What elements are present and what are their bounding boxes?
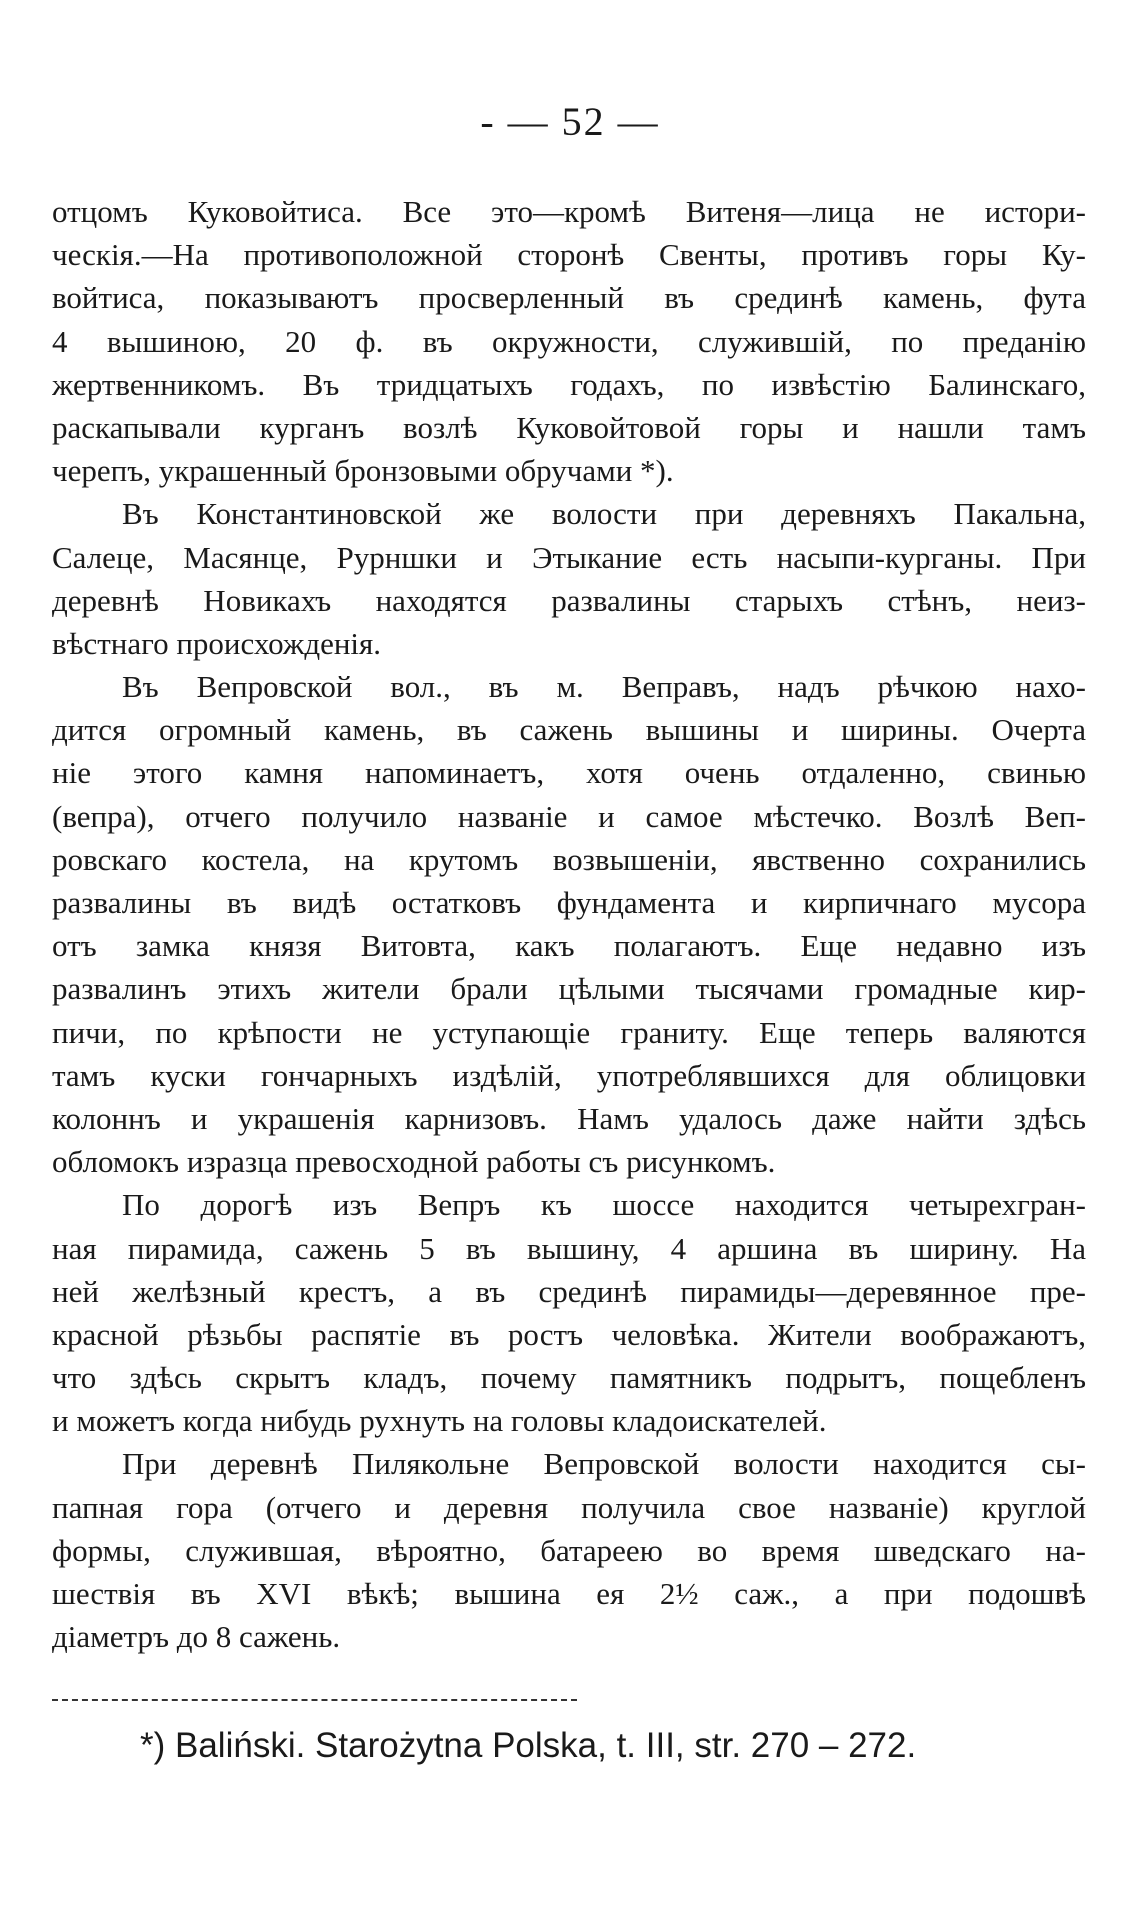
text-line: отцомъ Куковойтиса. Все это—кромѣ Витеня—лица не истори-	[52, 194, 1086, 229]
text-line: шествія въ XVI вѣкѣ; вышина ея 2½ саж., а при подошвѣ	[52, 1576, 1086, 1611]
text-line: обломокъ изразца превосходной работы съ рисункомъ.	[52, 1144, 776, 1180]
text-line: 4 вышиною, 20 ф. въ окружности, служившій, по преданію	[52, 323, 1086, 359]
text-line: развалины въ видѣ остатковъ фундамента и кирпичнаго мусора	[52, 885, 1086, 920]
footnote: *) Baliński. Starożytna Polska, t. III, str. 270 – 272.	[140, 1726, 917, 1765]
text-line: тамъ куски гончарныхъ издѣлій, употреблявшихся для облицовки	[52, 1057, 1086, 1093]
text-line: ней желѣзный крестъ, а въ срединѣ пирамиды—деревянное пре-	[52, 1273, 1086, 1309]
text-line: развалинъ этихъ жители брали цѣлыми тысячами громадные кир-	[52, 971, 1086, 1007]
body-text	[52, 190, 1086, 1658]
footnote-separator	[52, 1699, 577, 1701]
text-line: жертвенникомъ. Въ тридцатыхъ годахъ, по извѣстію Балинскаго,	[52, 366, 1086, 402]
text-line: черепъ, украшенный бронзовыми обручами *).	[52, 453, 674, 489]
text-line: По дорогѣ изъ Вепръ къ шоссе находится четырехгран-	[122, 1187, 1086, 1223]
text-line: пичи, по крѣпости не уступающіе граниту. Еще теперь валяются	[52, 1014, 1086, 1050]
text-line: что здѣсь скрытъ кладъ, почему памятникъ подрытъ, пощебленъ	[52, 1360, 1086, 1396]
text-line: ческія.—На противоположной сторонѣ Свенты, противъ горы Ку-	[52, 237, 1086, 273]
text-line: дится огромный камень, въ сажень вышины и ширины. Очерта	[52, 712, 1086, 748]
text-line: ніе этого камня напоминаетъ, хотя очень отдаленно, свинью	[52, 755, 1086, 791]
text-line: раскапывали курганъ возлѣ Куковойтовой горы и нашли тамъ	[52, 409, 1086, 445]
page-number: - — 52 —	[480, 99, 660, 144]
text-line: ная пирамида, сажень 5 въ вышину, 4 аршина въ ширину. На	[52, 1230, 1086, 1266]
text-line: діаметръ до 8 сажень.	[52, 1619, 341, 1655]
text-line: Въ Константиновской же волости при деревняхъ Пакальна,	[122, 496, 1086, 532]
text-line: колоннъ и украшенія карнизовъ. Намъ удалось даже найти здѣсь	[52, 1100, 1086, 1136]
text-line: деревнѣ Новикахъ находятся развалины старыхъ стѣнъ, неиз-	[52, 582, 1086, 618]
text-line: войтиса, показываютъ просверленный въ срединѣ камень, фута	[52, 280, 1086, 316]
text-line: красной рѣзьбы распятіе въ ростъ человѣка. Жители воображаютъ,	[52, 1316, 1086, 1352]
text-line: вѣстнаго происхожденія.	[52, 625, 382, 661]
text-line: отъ замка князя Витовта, какъ полагаютъ. Еще недавно изъ	[52, 928, 1086, 964]
text-line: ровскаго костела, на крутомъ возвышеніи, явственно сохранились	[52, 841, 1086, 877]
text-line: папная гора (отчего и деревня получила свое названіе) круглой	[52, 1489, 1086, 1525]
text-line: формы, служившая, вѣроятно, батареею во время шведскаго на-	[52, 1532, 1086, 1568]
text-line: При деревнѣ Пилякольне Вепровской волости находится сы-	[122, 1446, 1086, 1482]
text-line: и можетъ когда нибудь рухнуть на головы кладоискателей.	[52, 1403, 827, 1439]
text-line: Салеце, Масянце, Рурншки и Этыкание есть насыпи-курганы. При	[52, 539, 1086, 575]
text-line: Въ Вепровской вол., въ м. Веправъ, надъ рѣчкою нахо-	[122, 669, 1086, 705]
text-line: (вепра), отчего получило названіе и самое мѣстечко. Возлѣ Веп-	[52, 798, 1086, 834]
